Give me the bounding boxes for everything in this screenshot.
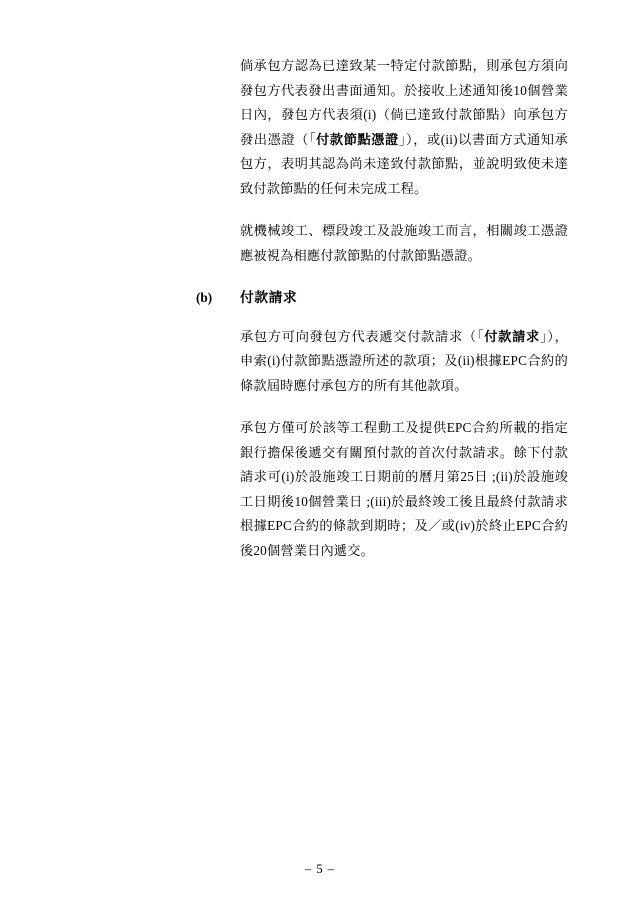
paragraph-completion-certificate: 就機械竣工、標段竣工及設施竣工而言，相關竣工憑證應被視為相應付款節點的付款節點憑證。 (240, 223, 568, 263)
paragraph-payment-milestone-notice: 倘承包方認為已達致某一特定付款節點，則承包方須向發包方代表發出書面通知。於接收上述通知後10個營業日內，發包方代表須(i)（倘已達致付款節點）向承包方發出憑證（「付款節點憑證」），或(ii)以書面方式通知承包方，表明其認為尚未達致付款節點，並說明致使未達致付款節點的任何未完成工程。 (240, 58, 568, 196)
clause-label-b: (b) (196, 290, 213, 305)
page-content (196, 54, 568, 581)
clause-heading-b (196, 286, 568, 311)
page-number: – 5 – (305, 862, 335, 876)
paragraph-payment-request-submission: 承包方可向發包方代表遞交付款請求（「付款請求」），申索(i)付款節點憑證所述的款項；及(ii)根據EPC合約的條款屆時應付承包方的所有其他款項。 (240, 328, 568, 393)
clause-title-payment-request: 付款請求 (240, 290, 298, 305)
paragraph-payment-request-timing: 承包方僅可於該等工程動工及提供EPC合約所載的指定銀行擔保後遞交有關預付款的首次付款請求。餘下付款請求可(i)於設施竣工日期前的曆月第25日 ;(ii)於設施竣工日期後10個營業日 ;(iii)於最終竣工後且最終付款請求根據EPC合約的條款到期時；及／或(iv)於終止EPC合約後20個營業日內遞交。 (240, 420, 568, 558)
